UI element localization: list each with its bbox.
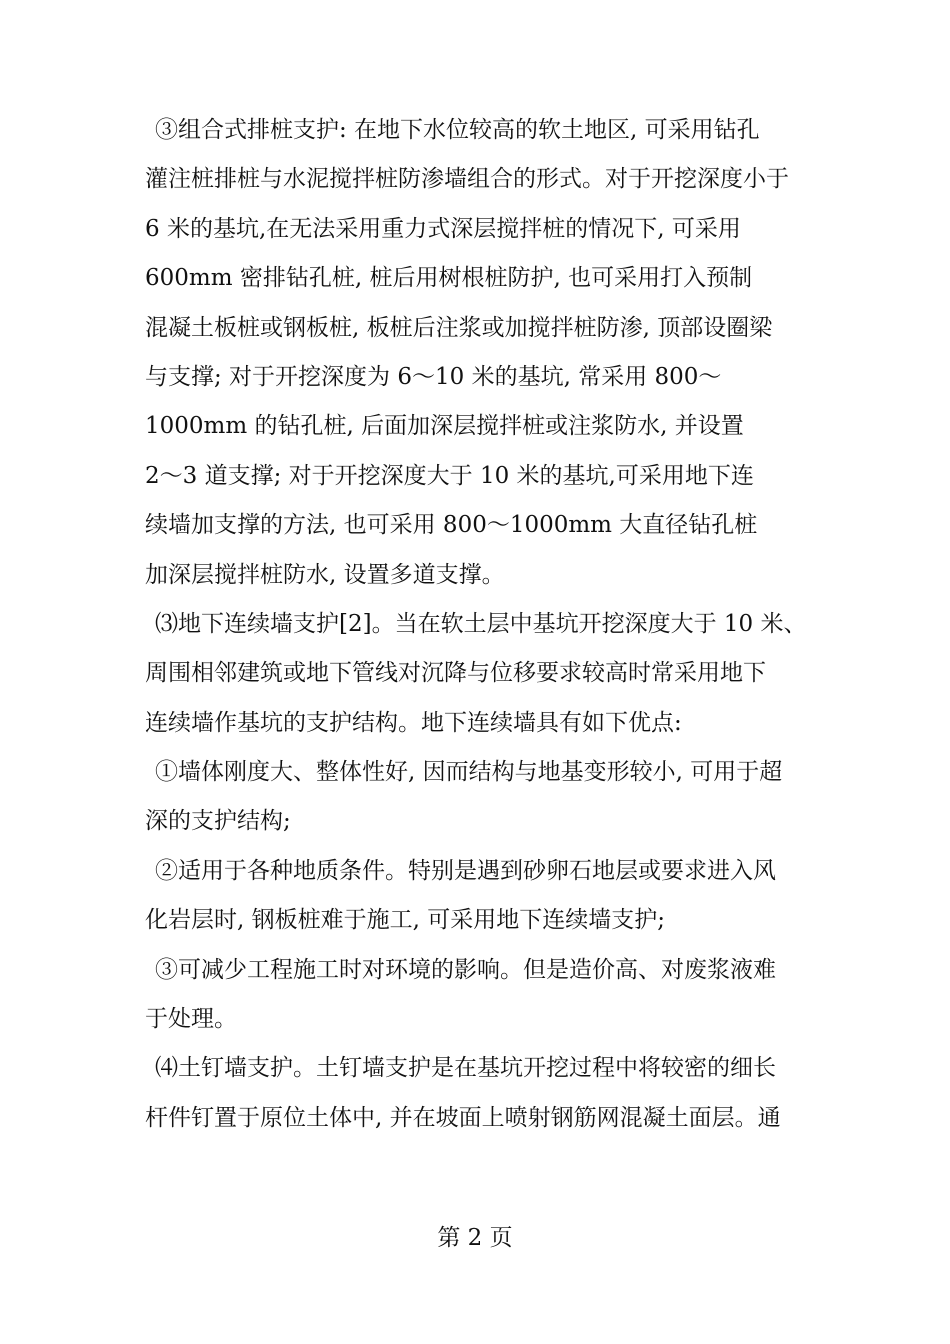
text-line: 灌注桩排桩与水泥搅拌桩防渗墙组合的形式。对于开挖深度小于 [145, 166, 789, 193]
body-text [145, 106, 815, 1143]
paragraph-advantage-2 [145, 847, 815, 946]
text-line: 与支撑; 对于开挖深度为 6～10 米的基坑, 常采用 800～ [145, 363, 722, 390]
paragraph-soil-nail-wall [145, 1044, 815, 1143]
text-line: ⑶地下连续墙支护[2]。当在软土层中基坑开挖深度大于 10 米、 [155, 610, 807, 637]
text-line: 2～3 道支撑; 对于开挖深度大于 10 米的基坑,可采用地下连 [145, 462, 754, 489]
text-line: ③组合式排桩支护: 在地下水位较高的软土地区, 可采用钻孔 [155, 117, 760, 143]
text-line: 混凝土板桩或钢板桩, 板桩后注浆或加搅拌桩防渗, 顶部设圈梁 [145, 314, 773, 341]
text-line: 续墙加支撑的方法, 也可采用 800～1000mm 大直径钻孔桩 [145, 512, 758, 539]
text-line: 于处理。 [145, 1006, 237, 1033]
text-line: 深的支护结构; [145, 808, 291, 835]
text-line: 1000mm 的钻孔桩, 后面加深层搅拌桩或注浆防水, 并设置 [145, 413, 744, 440]
text-line: ⑷土钉墙支护。土钉墙支护是在基坑开挖过程中将较密的细长 [155, 1055, 776, 1082]
text-line: ①墙体刚度大、整体性好, 因而结构与地基变形较小, 可用于超 [155, 759, 783, 786]
text-line: 化岩层时, 钢板桩难于施工, 可采用地下连续墙支护; [145, 907, 665, 934]
paragraph-combined-pile-support [145, 106, 815, 600]
paragraph-advantage-1 [145, 748, 815, 847]
text-line: 杆件钉置于原位土体中, 并在坡面上喷射钢筋网混凝土面层。通 [145, 1104, 781, 1131]
text-line: ③可减少工程施工时对环境的影响。但是造价高、对废浆液难 [155, 956, 776, 983]
text-line: 连续墙作基坑的支护结构。地下连续墙具有如下优点: [145, 709, 682, 736]
text-line: 6 米的基坑,在无法采用重力式深层搅拌桩的情况下, 可采用 [145, 215, 741, 242]
text-line: 加深层搅拌桩防水, 设置多道支撑。 [145, 561, 505, 588]
paragraph-diaphragm-wall [145, 600, 815, 748]
text-line: ②适用于各种地质条件。特别是遇到砂卵石地层或要求进入风 [155, 857, 776, 884]
page-number-footer: 第 2 页 [437, 1225, 513, 1251]
text-line: 600mm 密排钻孔桩, 桩后用树根桩防护, 也可采用打入预制 [145, 265, 753, 292]
paragraph-advantage-3 [145, 946, 815, 1045]
text-line: 周围相邻建筑或地下管线对沉降与位移要求较高时常采用地下 [145, 660, 766, 687]
